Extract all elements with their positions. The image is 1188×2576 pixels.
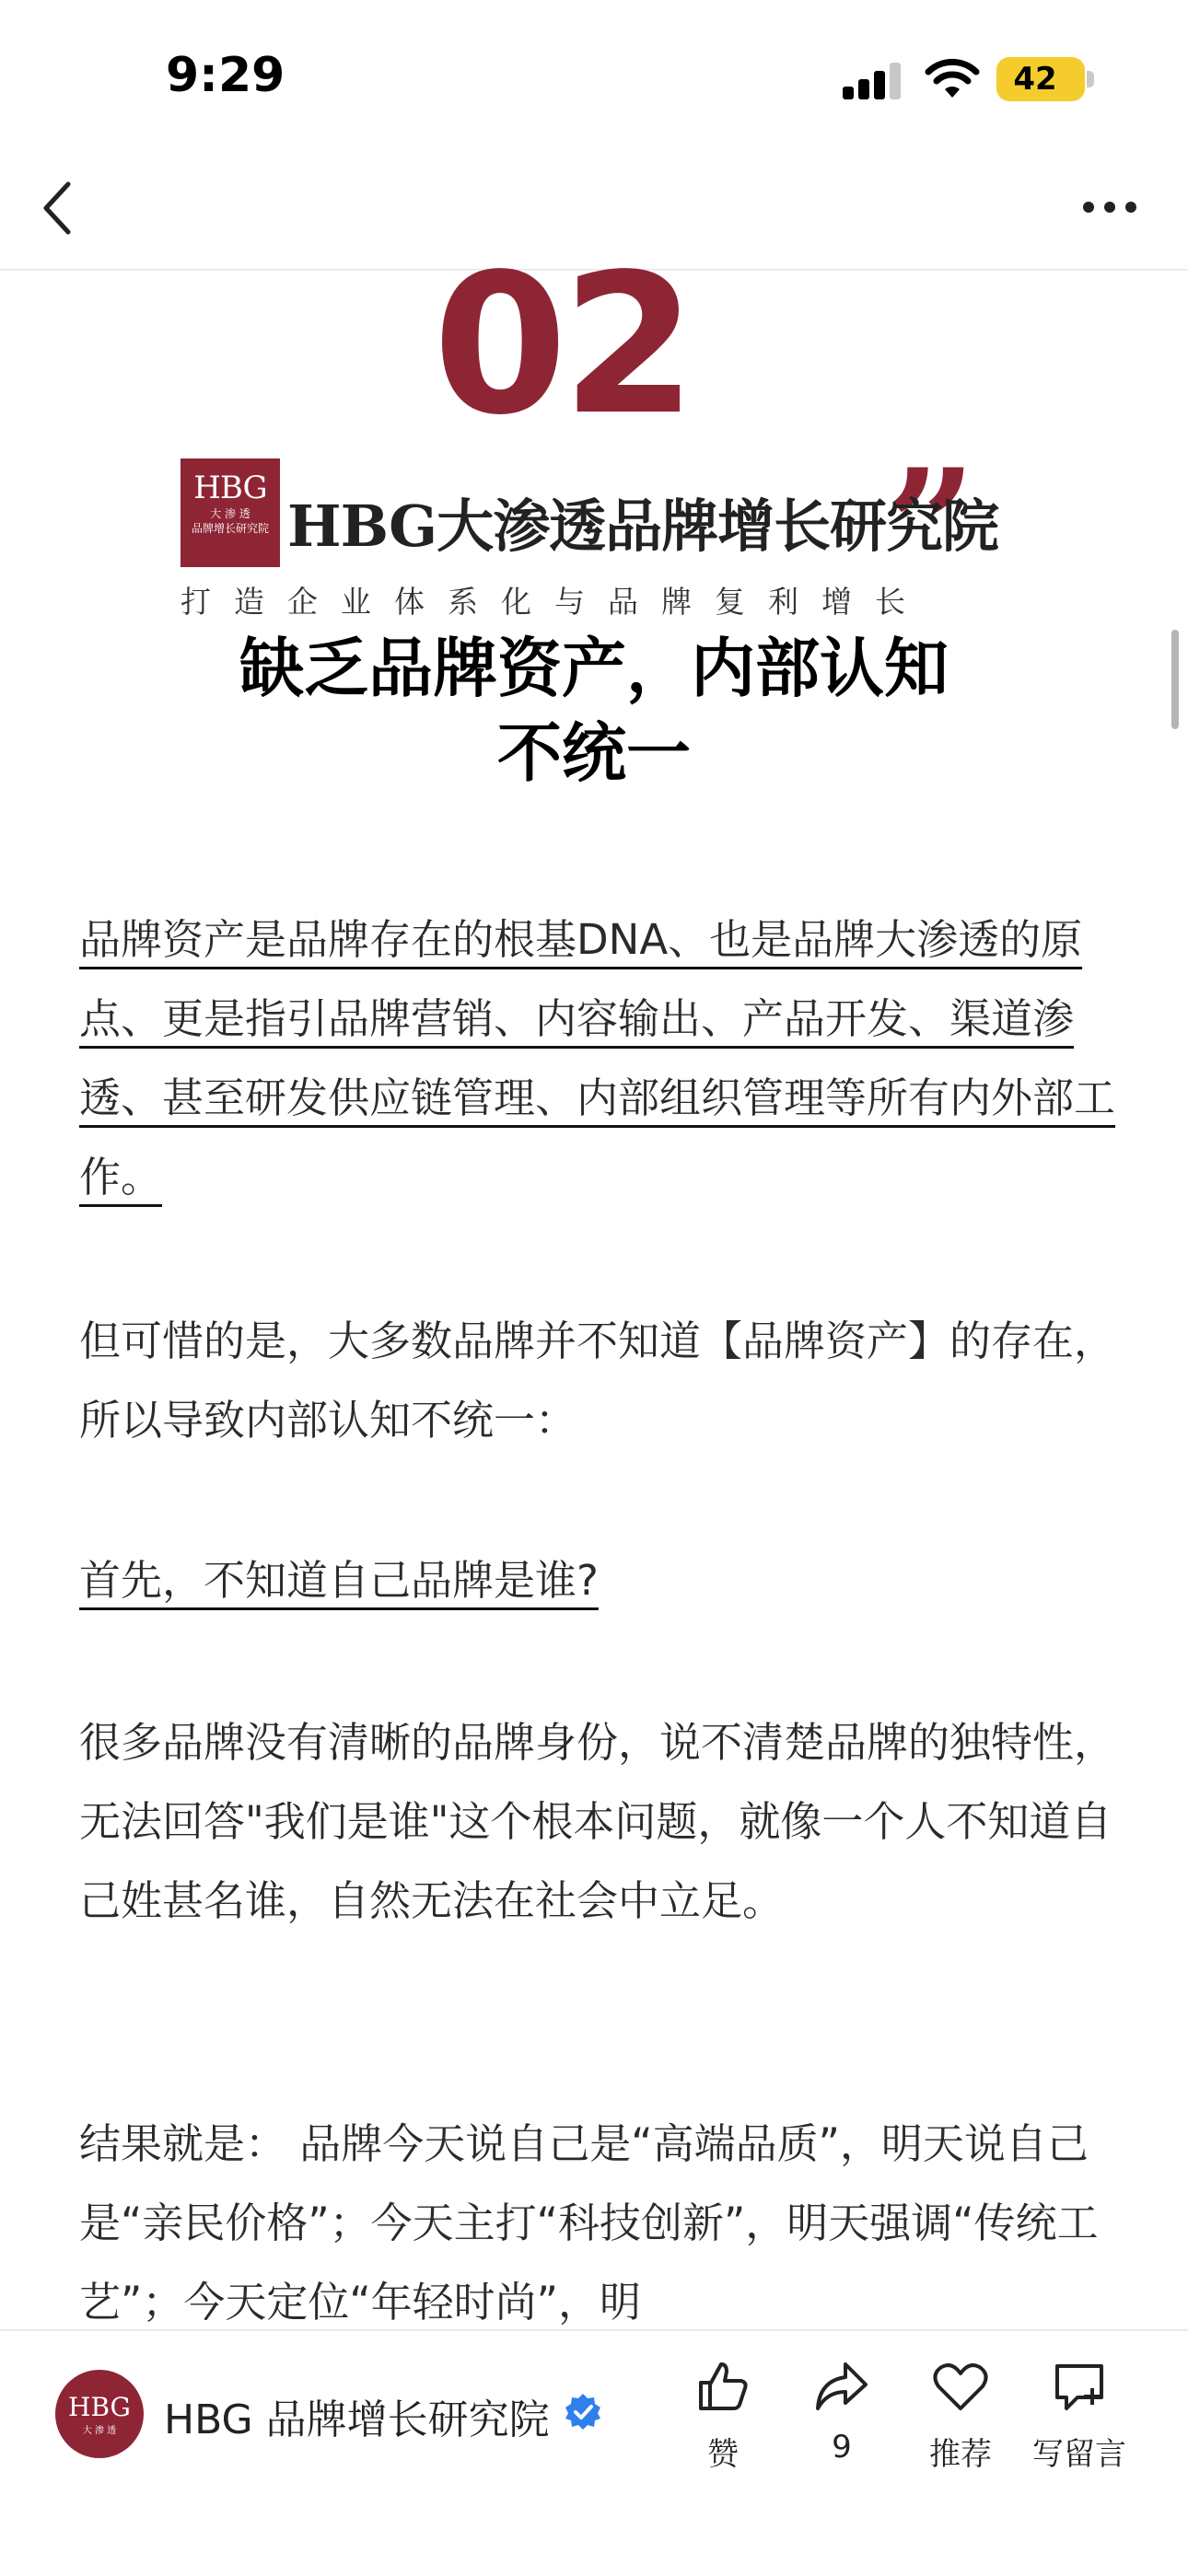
- signal-icon: [843, 61, 902, 99]
- wifi-icon: [925, 55, 980, 101]
- recommend-button[interactable]: [905, 2357, 1016, 2474]
- battery-cap: [1087, 71, 1094, 87]
- status-time: 9:29: [166, 48, 285, 103]
- more-icon[interactable]: [1077, 193, 1142, 221]
- battery-level: 42: [1013, 61, 1057, 98]
- subheading-text: 首先，不知道自己品牌是谁?: [79, 1556, 599, 1605]
- comment-label: 写留言: [1032, 2436, 1126, 2473]
- brand-title: HBG大渗透品牌增长研究院: [287, 493, 999, 560]
- paragraph-text: 品牌资产是品牌存在的根基DNA、也是品牌大渗透的原点、更是指引品牌营销、内容输出、产品开发、渠道渗透、甚至研发供应链管理、内部组织管理等所有内外部工作。: [79, 915, 1116, 1201]
- verified-icon: [564, 2392, 602, 2431]
- back-arrow-icon[interactable]: [37, 179, 77, 238]
- logo-sub1: 大 渗 透: [210, 507, 250, 520]
- avatar-text: HBG: [68, 2392, 131, 2422]
- article-paragraph-1: [79, 900, 1120, 1217]
- article-paragraph-4: 结果就是： 品牌今天说自己是“高端品质”，明天说自己是“亲民价格”；今天主打“科技创新”，明天强调“传统工艺”；今天定位“年轻时尚”，明: [79, 2119, 1099, 2327]
- avatar-sub: 大 渗 透: [82, 2426, 117, 2436]
- scrollbar[interactable]: [1171, 630, 1179, 729]
- share-button[interactable]: [786, 2357, 897, 2466]
- article-subheading: [79, 1541, 1120, 1620]
- section-number: 02: [433, 232, 692, 458]
- logo-text: HBG: [193, 470, 267, 506]
- thumbs-up-icon: [693, 2357, 752, 2416]
- account-name[interactable]: HBG 品牌增长研究院: [164, 2396, 550, 2443]
- heart-icon: [931, 2357, 990, 2416]
- brand-logo: [181, 458, 280, 567]
- share-count: 9: [832, 2429, 852, 2466]
- headline-line2: 不统一: [497, 715, 691, 791]
- article-paragraph-3: 很多品牌没有清晰的品牌身份，说不清楚品牌的独特性，无法回答"我们是谁"这个根本问题，就像一个人不知道自己姓甚名谁，自然无法在社会中立足。: [79, 1718, 1116, 1925]
- account-avatar[interactable]: [55, 2370, 144, 2458]
- comment-button[interactable]: [1024, 2357, 1135, 2474]
- like-button[interactable]: [668, 2357, 778, 2474]
- quote-mark: „: [889, 345, 979, 529]
- recommend-label: 推荐: [929, 2436, 992, 2473]
- brand-tagline: 打造企业体系化与品牌复利增长: [181, 584, 928, 620]
- share-icon: [812, 2357, 871, 2416]
- headline-line1: 缺乏品牌资产，内部认知: [239, 631, 949, 706]
- comment-icon: [1050, 2357, 1109, 2416]
- battery-indicator: [996, 57, 1085, 101]
- like-label: 赞: [707, 2436, 739, 2473]
- article-paragraph-2: 但可惜的是，大多数品牌并不知道【品牌资产】的存在，所以导致内部认知不统一：: [79, 1317, 1116, 1445]
- logo-sub2: 品牌增长研究院: [191, 522, 269, 535]
